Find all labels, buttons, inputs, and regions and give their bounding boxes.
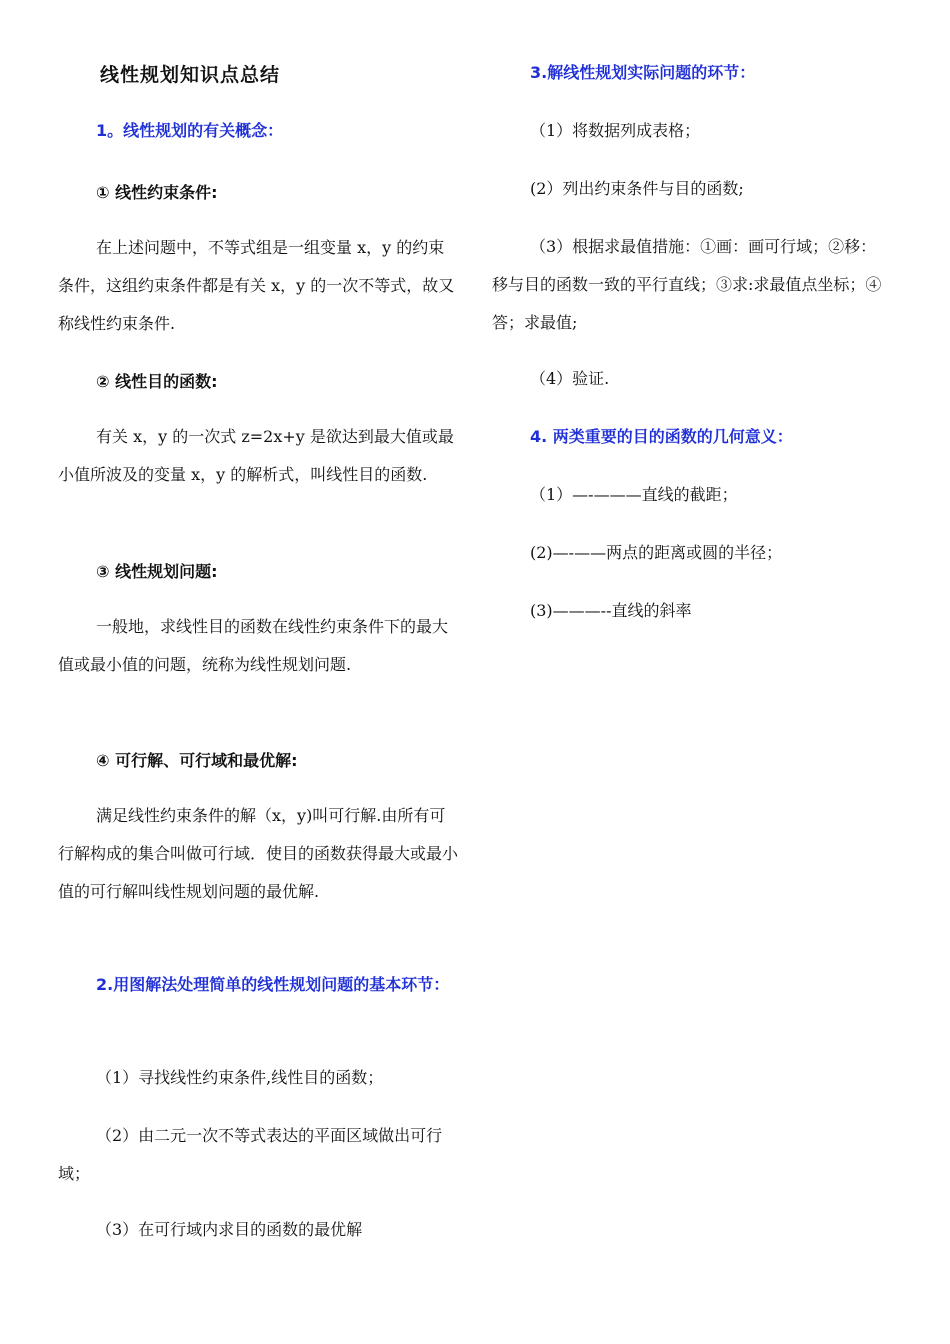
concept-2-text: 有关 x，y 的一次式 z=2x+y 是欲达到最大值或最小值所波及的变量 x，y 的解析式，叫线性目的函数. — [58, 427, 454, 484]
step-3: （3）在可行域内求目的函数的最优解 — [96, 1220, 363, 1239]
concept-3-text: 一般地，求线性目的函数在线性约束条件下的最大值或最小值的问题，统称为线性规划问题. — [58, 617, 449, 674]
concept-1-text: 在上述问题中，不等式组是一组变量 x，y 的约束条件，这组约束条件都是有关 x，y 的一次不等式，故又称线性约束条件. — [58, 238, 455, 333]
concept-4-heading: ④ 可行解、可行域和最优解: — [96, 751, 298, 770]
meaning-2: (2)—-——两点的距离或圆的半径； — [530, 543, 783, 562]
meaning-3: (3)———--直线的斜率 — [530, 601, 692, 620]
section-2-heading: 2.用图解法处理简单的线性规划问题的基本环节： — [96, 975, 450, 994]
practice-step-1: （1）将数据列成表格； — [530, 121, 701, 140]
practice-step-2: (2）列出约束条件与目的函数; — [530, 179, 744, 198]
practice-step-3: （3）根据求最值措施：①画：画可行域；②移：移与目的函数一致的平行直线；③求:求最值点坐标；④答；求最值; — [492, 237, 882, 332]
concept-1-heading: ① 线性约束条件: — [96, 183, 218, 202]
concept-2-heading: ② 线性目的函数: — [96, 372, 218, 391]
practice-step-4: （4）验证. — [530, 369, 610, 388]
concept-3-heading: ③ 线性规划问题: — [96, 562, 218, 581]
step-1: （1）寻找线性约束条件,线性目的函数； — [96, 1068, 384, 1087]
section-1-heading: 1。线性规划的有关概念： — [96, 121, 284, 140]
page-title: 线性规划知识点总结 — [100, 64, 281, 86]
section-3-heading: 3.解线性规划实际问题的环节： — [530, 63, 756, 82]
concept-4-text: 满足线性约束条件的解（x，y)叫可行解.由所有可行解构成的集合叫做可行域．使目的函数获得最大或最小值的可行解叫线性规划问题的最优解. — [58, 806, 459, 901]
section-4-heading: 4. 两类重要的目的函数的几何意义： — [530, 427, 793, 446]
meaning-1: （1）—-———直线的截距； — [530, 485, 738, 504]
step-2: （2）由二元一次不等式表达的平面区域做出可行域； — [58, 1126, 443, 1183]
